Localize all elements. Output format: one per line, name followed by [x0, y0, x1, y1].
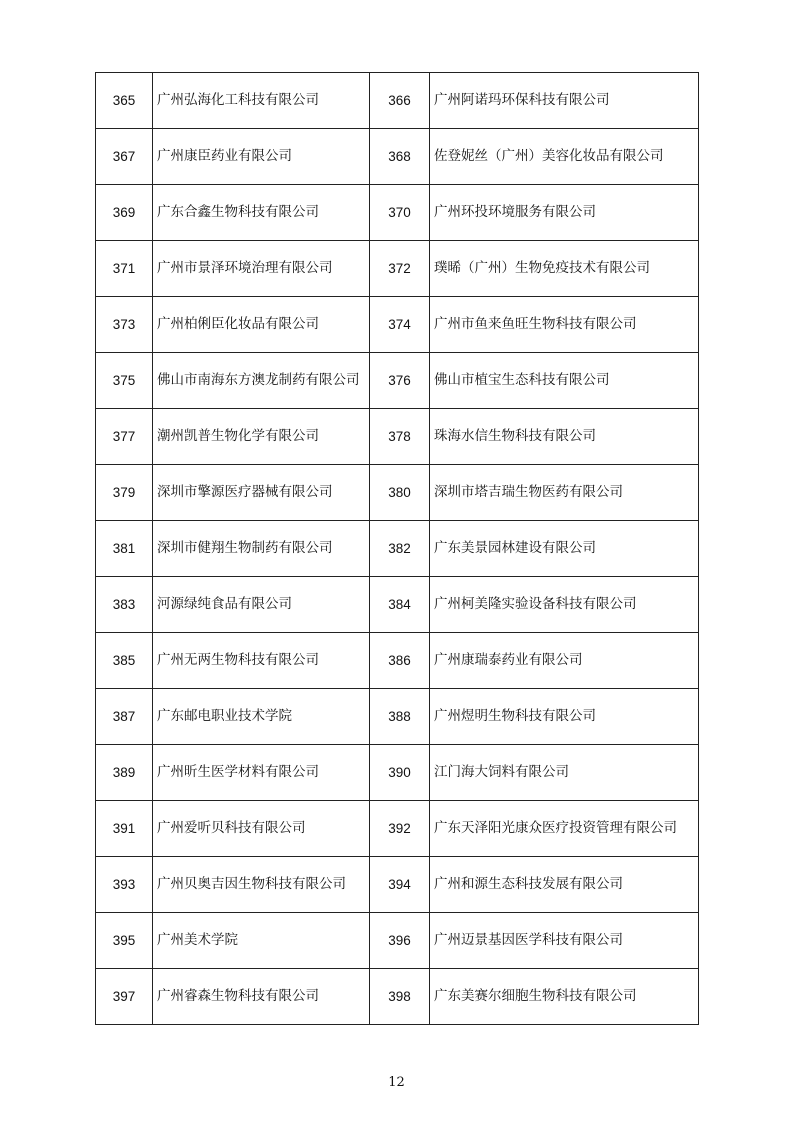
table-row	[96, 801, 699, 857]
row-number-right: 388	[370, 689, 430, 745]
company-name-right: 广州市鱼来鱼旺生物科技有限公司	[430, 297, 699, 353]
company-name-right: 广州煜明生物科技有限公司	[430, 689, 699, 745]
company-name-right: 广东美赛尔细胞生物科技有限公司	[430, 969, 699, 1025]
row-number-left: 367	[96, 129, 153, 185]
table-row	[96, 633, 699, 689]
row-number-left: 395	[96, 913, 153, 969]
company-name-right: 广东天泽阳光康众医疗投资管理有限公司	[430, 801, 699, 857]
table-row	[96, 689, 699, 745]
row-number-left: 377	[96, 409, 153, 465]
row-number-right: 372	[370, 241, 430, 297]
row-number-left: 371	[96, 241, 153, 297]
company-name-left: 深圳市擎源医疗器械有限公司	[153, 465, 370, 521]
company-name-right: 广州柯美隆实验设备科技有限公司	[430, 577, 699, 633]
company-name-left: 佛山市南海东方澳龙制药有限公司	[153, 353, 370, 409]
table-row	[96, 857, 699, 913]
row-number-left: 369	[96, 185, 153, 241]
table-row	[96, 913, 699, 969]
company-name-right: 广州阿诺玛环保科技有限公司	[430, 73, 699, 129]
company-name-right: 江门海大饲料有限公司	[430, 745, 699, 801]
table-row	[96, 297, 699, 353]
company-name-left: 广州无两生物科技有限公司	[153, 633, 370, 689]
company-name-right: 佐登妮丝（广州）美容化妆品有限公司	[430, 129, 699, 185]
company-name-left: 广州爱听贝科技有限公司	[153, 801, 370, 857]
row-number-right: 392	[370, 801, 430, 857]
row-number-left: 385	[96, 633, 153, 689]
company-name-left: 潮州凯普生物化学有限公司	[153, 409, 370, 465]
company-name-left: 广州市景泽环境治理有限公司	[153, 241, 370, 297]
company-name-right: 广州和源生态科技发展有限公司	[430, 857, 699, 913]
table-row	[96, 353, 699, 409]
row-number-left: 383	[96, 577, 153, 633]
company-name-left: 河源绿纯食品有限公司	[153, 577, 370, 633]
table-row	[96, 969, 699, 1025]
company-name-right: 广州迈景基因医学科技有限公司	[430, 913, 699, 969]
company-name-left: 广州美术学院	[153, 913, 370, 969]
table-row	[96, 73, 699, 129]
row-number-right: 376	[370, 353, 430, 409]
row-number-right: 366	[370, 73, 430, 129]
row-number-left: 387	[96, 689, 153, 745]
table-row	[96, 745, 699, 801]
row-number-left: 373	[96, 297, 153, 353]
company-name-left: 广州昕生医学材料有限公司	[153, 745, 370, 801]
row-number-right: 378	[370, 409, 430, 465]
row-number-right: 370	[370, 185, 430, 241]
company-list-table	[95, 72, 699, 1025]
row-number-left: 365	[96, 73, 153, 129]
table-row	[96, 521, 699, 577]
row-number-right: 386	[370, 633, 430, 689]
company-name-left: 广州贝奥吉因生物科技有限公司	[153, 857, 370, 913]
row-number-right: 398	[370, 969, 430, 1025]
table-row	[96, 465, 699, 521]
company-table-body	[96, 73, 699, 1025]
table-row	[96, 409, 699, 465]
row-number-right: 384	[370, 577, 430, 633]
row-number-right: 382	[370, 521, 430, 577]
row-number-right: 390	[370, 745, 430, 801]
company-name-right: 广东美景园林建设有限公司	[430, 521, 699, 577]
company-name-left: 广州睿森生物科技有限公司	[153, 969, 370, 1025]
company-name-left: 深圳市健翔生物制药有限公司	[153, 521, 370, 577]
company-name-left: 广东合鑫生物科技有限公司	[153, 185, 370, 241]
row-number-right: 394	[370, 857, 430, 913]
row-number-right: 380	[370, 465, 430, 521]
table-row	[96, 577, 699, 633]
row-number-left: 391	[96, 801, 153, 857]
company-name-right: 深圳市塔吉瑞生物医药有限公司	[430, 465, 699, 521]
company-name-right: 璞晞（广州）生物免疫技术有限公司	[430, 241, 699, 297]
row-number-left: 381	[96, 521, 153, 577]
company-name-left: 广东邮电职业技术学院	[153, 689, 370, 745]
table-row	[96, 241, 699, 297]
company-name-right: 广州环投环境服务有限公司	[430, 185, 699, 241]
company-name-left: 广州弘海化工科技有限公司	[153, 73, 370, 129]
row-number-left: 393	[96, 857, 153, 913]
row-number-left: 389	[96, 745, 153, 801]
company-name-left: 广州康臣药业有限公司	[153, 129, 370, 185]
row-number-left: 397	[96, 969, 153, 1025]
company-name-left: 广州柏俐臣化妆品有限公司	[153, 297, 370, 353]
table-row	[96, 185, 699, 241]
page-number: 12	[388, 1075, 405, 1090]
row-number-right: 374	[370, 297, 430, 353]
row-number-right: 396	[370, 913, 430, 969]
company-name-right: 广州康瑞泰药业有限公司	[430, 633, 699, 689]
row-number-left: 375	[96, 353, 153, 409]
company-name-right: 珠海水信生物科技有限公司	[430, 409, 699, 465]
row-number-left: 379	[96, 465, 153, 521]
row-number-right: 368	[370, 129, 430, 185]
company-name-right: 佛山市植宝生态科技有限公司	[430, 353, 699, 409]
table-row	[96, 129, 699, 185]
